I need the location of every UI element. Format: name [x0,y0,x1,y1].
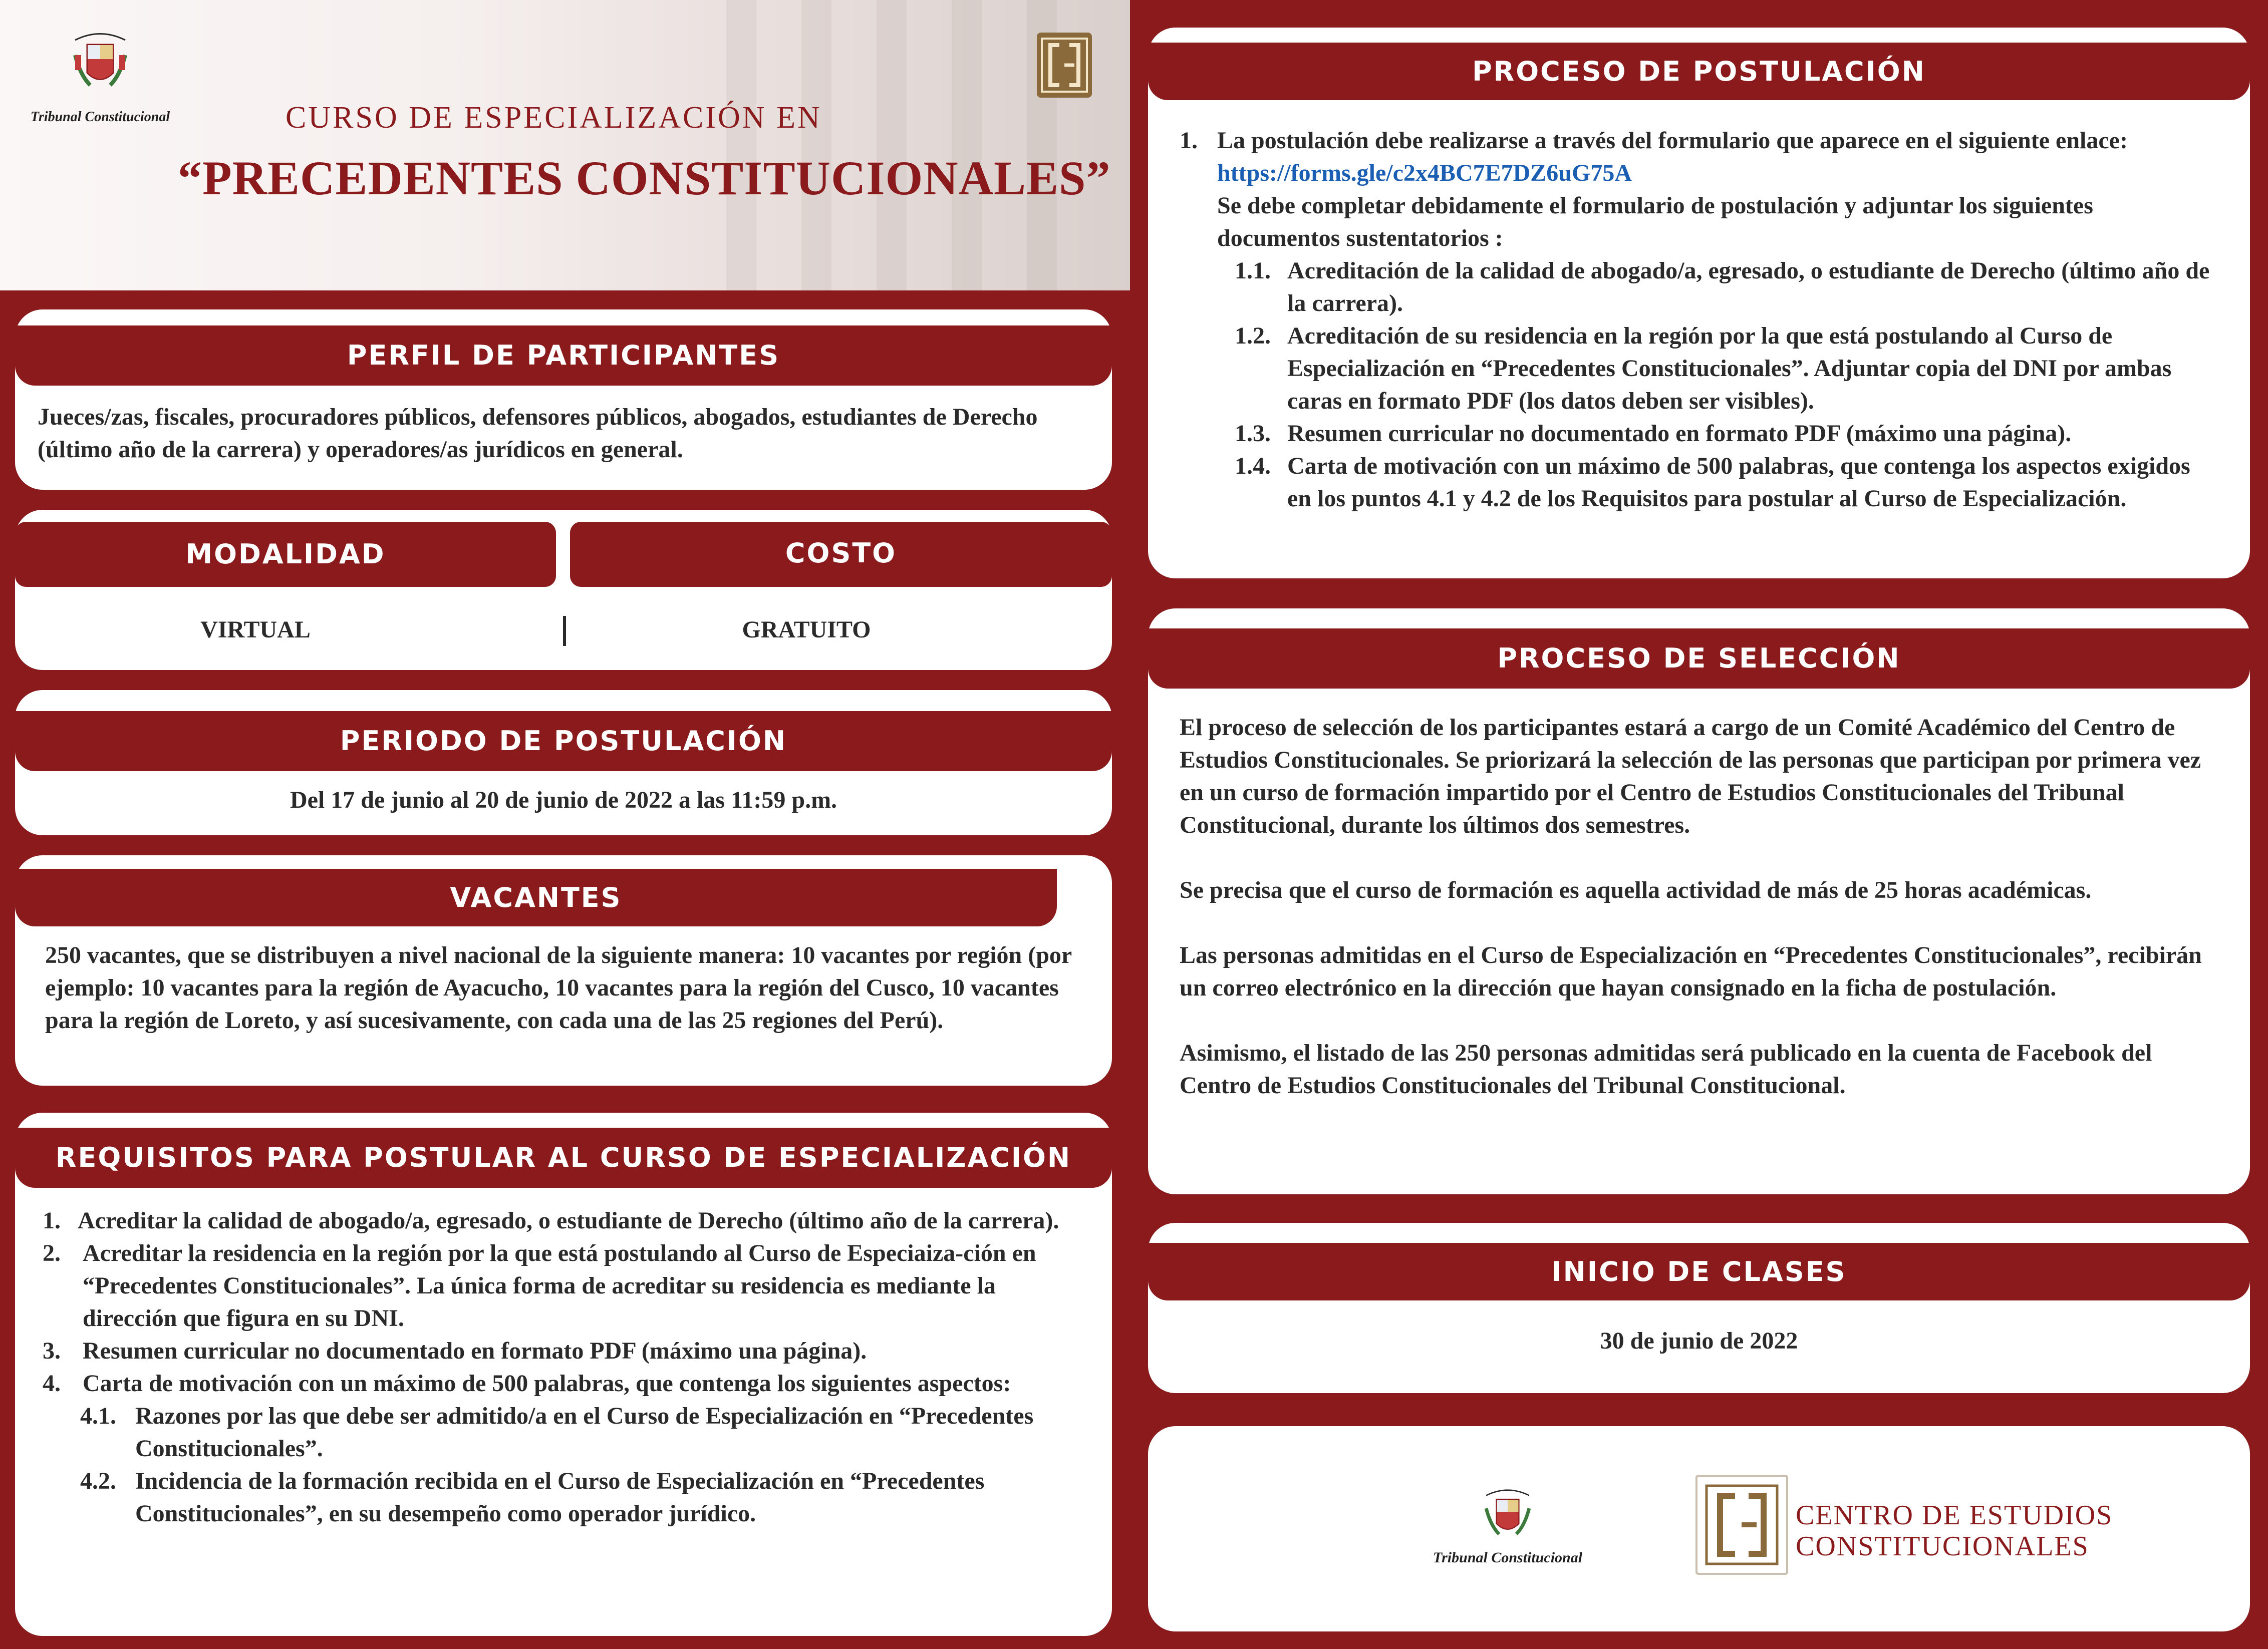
postulacion-heading: PROCESO DE POSTULACIÓN [1472,56,1926,87]
docs-text: Se debe completar debidamente el formulario de postulación y adjuntar los siguientes documentos sustentatorios : [1217,192,2093,251]
postulacion-heading-band [1148,43,2250,100]
item-text [1217,124,2219,189]
list-subitem [1180,450,2219,515]
shelf-decoration [726,0,756,290]
list-item [43,1367,1089,1400]
subitem-number: 1.3. [1235,420,1271,447]
vacantes-text: 250 vacantes, que se distribuyen a nivel nacional de la siguiente manera: 10 vacantes por región (por ejemplo: 10 vacantes para la región de Ayacucho, 10 vacantes para la región del Cusco, 10 vacantes para la región de Loreto, y así sucesivamente, con cada una de las 25 regiones del Perú). [45,942,1072,1034]
item-number: 1. [43,1207,61,1234]
item-number: 4. [43,1370,61,1397]
peru-coat-of-arms-icon [1478,1482,1538,1547]
subitem-text: Resumen curricular no documentado en formato PDF (máximo una página). [1287,420,2072,447]
periodo-heading: PERIODO DE POSTULACIÓN [340,725,787,757]
modalidad-heading: MODALIDAD [185,538,386,570]
subitem-number: 4.2. [80,1468,116,1494]
item-text: Acreditar la residencia en la región por la que está postulando al Curso de Especiaiza-ción en “Precedentes Constitucionales”. La única forma de acreditar su residencia es mediante la dirección que figura en su DNI. [83,1240,1036,1332]
tc-label: Tribunal Constitucional [30,109,170,125]
course-subtitle: CURSO DE ESPECIALIZACIÓN EN [286,101,822,135]
list-item [43,1335,1089,1367]
seleccion-heading-band [1148,628,2250,689]
inicio-text: 30 de junio de 2022 [1600,1328,1798,1354]
cec-name-line2: CONSTITUCIONALES [1796,1531,2089,1562]
vacantes-heading: VACANTES [450,882,622,913]
list-item [1180,124,2219,189]
list-subitem [43,1400,1089,1465]
requisitos-heading: REQUISITOS PARA POSTULAR AL CURSO DE ESPECIALIZACIÓN [55,1142,1072,1173]
inicio-heading: INICIO DE CLASES [1551,1256,1847,1287]
costo-heading-band [570,522,1112,587]
list-subitem [1180,319,2219,417]
item-text: Resumen curricular no documentado en formato PDF (máximo una página). [83,1338,867,1364]
seleccion-paragraph: El proceso de selección de los participantes estará a cargo de un Comité Académico del Centro de Estudios Constitucionales. Se priorizará la selección de las personas que participan por primera vez en un curso de formación impartido por el Centro de Estudios Constitucionales del Tribunal Constitucional, durante los últimos dos semestres. [1180,714,2201,838]
footer-cec-name [1796,1500,2146,1562]
postulacion-list [1180,124,2219,515]
subitem-number: 4.1. [80,1403,116,1429]
item-text: Acreditar la calidad de abogado/a, egresado, o estudiante de Derecho (último año de la carrera). [78,1207,1059,1234]
footer-tc-label: Tribunal Constitucional [1433,1549,1583,1566]
list-item [43,1237,1089,1335]
perfil-heading-band [15,325,1112,386]
subitem-text: Acreditación de la calidad de abogado/a, egresado, o estudiante de Derecho (último año de la carrera). [1287,257,2210,316]
item-text-content: La postulación debe realizarse a través del formulario que aparece en el siguiente enlace: [1217,127,2128,154]
peru-coat-of-arms-icon [65,25,135,100]
seleccion-body [1180,711,2219,1102]
cec-monogram-icon [1697,1477,1786,1573]
cec-logo [1037,33,1092,98]
seleccion-heading: PROCESO DE SELECCIÓN [1497,642,1901,674]
value-divider [563,616,566,646]
list-item [43,1204,1089,1237]
subitem-number: 1.2. [1235,322,1271,349]
modalidad-value: VIRTUAL [200,616,311,643]
seleccion-paragraph: Se precisa que el curso de formación es aquella actividad de más de 25 horas académicas. [1180,877,2092,903]
course-title: “PRECEDENTES CONSTITUCIONALES” [178,151,1111,205]
subitem-text: Acreditación de su residencia en la región por la que está postulando al Curso de Especialización en “Precedentes Constitucionales”. Adjuntar copia del DNI por ambas caras en formato PDF (los datos deben ser visibles). [1287,322,2172,414]
list-subitem [1180,417,2219,450]
cec-name-line1: CENTRO DE ESTUDIOS [1796,1500,2113,1531]
requisitos-list [43,1204,1089,1530]
periodo-heading-band [15,711,1112,771]
tc-crest-logo [25,25,175,125]
seleccion-paragraph: Asimismo, el listado de las 250 personas admitidas será publicado en la cuenta de Facebook del Centro de Estudios Constitucionales del Tribunal Constitucional. [1180,1040,2152,1099]
footer-tc-logo [1425,1482,1590,1582]
cec-monogram-icon [1037,33,1092,98]
footer-cec-emblem [1695,1475,1788,1575]
subitem-text: Carta de motivación con un máximo de 500 palabras, que contenga los aspectos exigidos en los puntos 4.1 y 4.2 de los Requisitos para postular al Curso de Especialización. [1287,453,2190,512]
shelf-decoration [801,0,831,290]
subitem-number: 1.4. [1235,453,1271,479]
shelf-decoration [952,0,982,290]
item-number: 3. [43,1338,61,1364]
requisitos-heading-band [15,1128,1112,1188]
subitem-text: Incidencia de la formación recibida en el Curso de Especialización en “Precedentes Constitucionales”, en su desempeño como operador jurídico. [135,1468,985,1527]
header-banner [0,0,1130,290]
shelf-decoration [877,0,907,290]
periodo-text: Del 17 de junio al 20 de junio de 2022 a las 11:59 p.m. [290,787,837,813]
inicio-heading-band [1148,1243,2250,1300]
costo-heading: COSTO [785,537,897,569]
perfil-heading: PERFIL DE PARTICIPANTES [347,340,780,371]
vacantes-heading-band [15,869,1057,926]
item-text: Carta de motivación con un máximo de 500 palabras, que contenga los siguientes aspectos: [83,1370,1011,1397]
costo-value: GRATUITO [742,616,871,643]
seleccion-paragraph: Las personas admitidas en el Curso de Especialización en “Precedentes Constitucionales”, recibirán un correo electrónico en la dirección que hayan consignado en la ficha de postulación. [1180,942,2202,1001]
perfil-text: Jueces/zas, fiscales, procuradores públicos, defensores públicos, abogados, estudiantes de Derecho (último año de la carrera) y operadores/as jurídicos en general. [38,404,1038,463]
list-subitem [43,1465,1089,1530]
list-subitem [1180,254,2219,319]
subitem-number: 1.1. [1235,257,1271,284]
form-link[interactable]: https://forms.gle/c2x4BC7E7DZ6uG75A [1217,160,1632,186]
item-number: 1. [1180,127,1198,154]
modalidad-heading-band [15,522,556,587]
subitem-text: Razones por las que debe ser admitido/a en el Curso de Especialización en “Precedentes Constitucionales”. [135,1403,1034,1462]
item-number: 2. [43,1240,61,1266]
